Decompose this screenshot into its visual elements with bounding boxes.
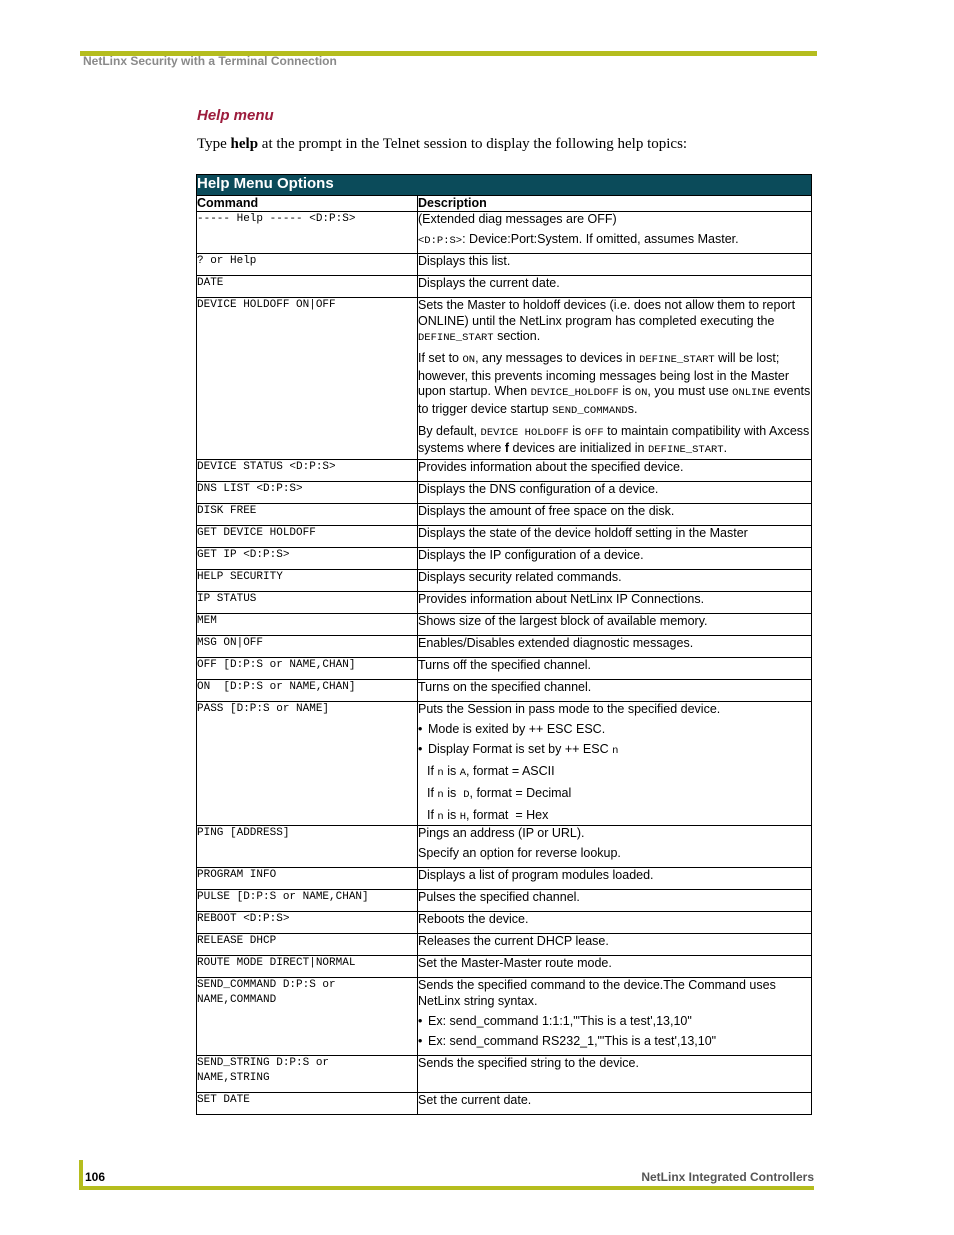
- table-caption: Help Menu Options: [197, 175, 812, 196]
- table-row: [197, 547, 812, 569]
- command-cell: SEND_STRING D:P:S or NAME,STRING: [197, 1056, 418, 1093]
- command-cell: MEM: [197, 613, 418, 635]
- command-cell: GET IP <D:P:S>: [197, 547, 418, 569]
- command-cell: DEVICE HOLDOFF ON|OFF: [197, 298, 418, 460]
- description-cell: Set the current date.: [418, 1093, 812, 1115]
- table-row: [197, 679, 812, 701]
- description-cell: (Extended diag messages are OFF) <D:P:S>: Device:Port:System. If omitted, assumes Master.: [418, 212, 812, 254]
- description-cell: Turns on the specified channel.: [418, 679, 812, 701]
- table-row: [197, 525, 812, 547]
- command-cell: DATE: [197, 276, 418, 298]
- description-cell: Shows size of the largest block of available memory.: [418, 613, 812, 635]
- column-header-description: Description: [418, 196, 812, 212]
- command-cell: HELP SECURITY: [197, 569, 418, 591]
- description-cell: Displays the state of the device holdoff setting in the Master: [418, 525, 812, 547]
- table-row: [197, 481, 812, 503]
- table-row: [197, 298, 812, 460]
- description-cell: Sets the Master to holdoff devices (i.e. does not allow them to report ONLINE) until the NetLinx program has completed executing the DEFINE_START section. If set to ON, any messages to devices in DEFINE_START will be lost; however, this prevents incoming messages being lost in the Master upon startup. When DEVICE_HOLDOFF is ON, you must use ONLINE events to trigger device startup SEND_COMMANDs. By default, DEVICE HOLDOFF is OFF to maintain compatibility with Axcess systems where f devices are initialized in DEFINE_START.: [418, 298, 812, 460]
- help-menu-table: [196, 174, 812, 1115]
- description-cell: Displays the IP configuration of a device.: [418, 547, 812, 569]
- description-cell: Pulses the specified channel.: [418, 890, 812, 912]
- description-cell: Sends the specified string to the device.: [418, 1056, 812, 1093]
- table-row: [197, 254, 812, 276]
- column-header-command: Command: [197, 196, 418, 212]
- command-cell: IP STATUS: [197, 591, 418, 613]
- table-row: [197, 635, 812, 657]
- table-row: [197, 701, 812, 826]
- table-row: [197, 459, 812, 481]
- command-cell: GET DEVICE HOLDOFF: [197, 525, 418, 547]
- description-cell: Displays the amount of free space on the disk.: [418, 503, 812, 525]
- table-row: [197, 212, 812, 254]
- description-cell: Displays a list of program modules loaded.: [418, 868, 812, 890]
- table-row: [197, 956, 812, 978]
- description-cell: Reboots the device.: [418, 912, 812, 934]
- command-cell: SET DATE: [197, 1093, 418, 1115]
- description-cell: Turns off the specified channel.: [418, 657, 812, 679]
- description-cell: Sends the specified command to the device.The Command uses NetLinx string syntax. • Ex: send_command 1:1:1,"'This is a test',13,10" • Ex: send_command RS232_1,"'This is a test',13,10": [418, 978, 812, 1056]
- command-cell: DNS LIST <D:P:S>: [197, 481, 418, 503]
- command-cell: ROUTE MODE DIRECT|NORMAL: [197, 956, 418, 978]
- description-cell: Displays security related commands.: [418, 569, 812, 591]
- description-cell: Enables/Disables extended diagnostic messages.: [418, 635, 812, 657]
- command-cell: MSG ON|OFF: [197, 635, 418, 657]
- command-cell: ? or Help: [197, 254, 418, 276]
- table-row: [197, 978, 812, 1056]
- description-cell: Displays this list.: [418, 254, 812, 276]
- table-row: [197, 1093, 812, 1115]
- intro-paragraph: Type help at the prompt in the Telnet session to display the following help topics:: [197, 136, 688, 152]
- command-cell: OFF [D:P:S or NAME,CHAN]: [197, 657, 418, 679]
- command-cell: RELEASE DHCP: [197, 934, 418, 956]
- page-number: 106: [85, 1170, 106, 1184]
- table-row: [197, 912, 812, 934]
- command-cell: REBOOT <D:P:S>: [197, 912, 418, 934]
- help-command: help: [230, 136, 259, 152]
- table-row: [197, 591, 812, 613]
- table-row: [197, 826, 812, 868]
- running-header: NetLinx Security with a Terminal Connection: [83, 54, 337, 68]
- description-cell: Set the Master-Master route mode.: [418, 956, 812, 978]
- command-cell: PULSE [D:P:S or NAME,CHAN]: [197, 890, 418, 912]
- table-row: [197, 503, 812, 525]
- description-cell: Displays the DNS configuration of a device.: [418, 481, 812, 503]
- description-cell: Pings an address (IP or URL). Specify an option for reverse lookup.: [418, 826, 812, 868]
- command-cell: SEND_COMMAND D:P:S or NAME,COMMAND: [197, 978, 418, 1056]
- description-cell: Releases the current DHCP lease.: [418, 934, 812, 956]
- table-row: [197, 657, 812, 679]
- command-cell: DISK FREE: [197, 503, 418, 525]
- command-cell: PROGRAM INFO: [197, 868, 418, 890]
- table-row: [197, 890, 812, 912]
- command-cell: ----- Help ----- <D:P:S>: [197, 212, 418, 254]
- command-cell: ON [D:P:S or NAME,CHAN]: [197, 679, 418, 701]
- command-cell: PING [ADDRESS]: [197, 826, 418, 868]
- table-row: [197, 934, 812, 956]
- footer-product-name: NetLinx Integrated Controllers: [641, 1170, 814, 1184]
- table-row: [197, 569, 812, 591]
- description-cell: Provides information about NetLinx IP Connections.: [418, 591, 812, 613]
- table-row: [197, 613, 812, 635]
- table-row: [197, 276, 812, 298]
- command-cell: PASS [D:P:S or NAME]: [197, 701, 418, 826]
- description-cell: Displays the current date.: [418, 276, 812, 298]
- section-title: Help menu: [197, 107, 274, 124]
- description-cell: Puts the Session in pass mode to the specified device. • Mode is exited by ++ ESC ESC. • Display Format is set by ++ ESC n If n is A, format = ASCII If n is D, format = Decimal If n is H, format = Hex: [418, 701, 812, 826]
- description-cell: Provides information about the specified device.: [418, 459, 812, 481]
- command-cell: DEVICE STATUS <D:P:S>: [197, 459, 418, 481]
- table-row: [197, 1056, 812, 1093]
- footer-rule: [79, 1186, 814, 1190]
- table-row: [197, 868, 812, 890]
